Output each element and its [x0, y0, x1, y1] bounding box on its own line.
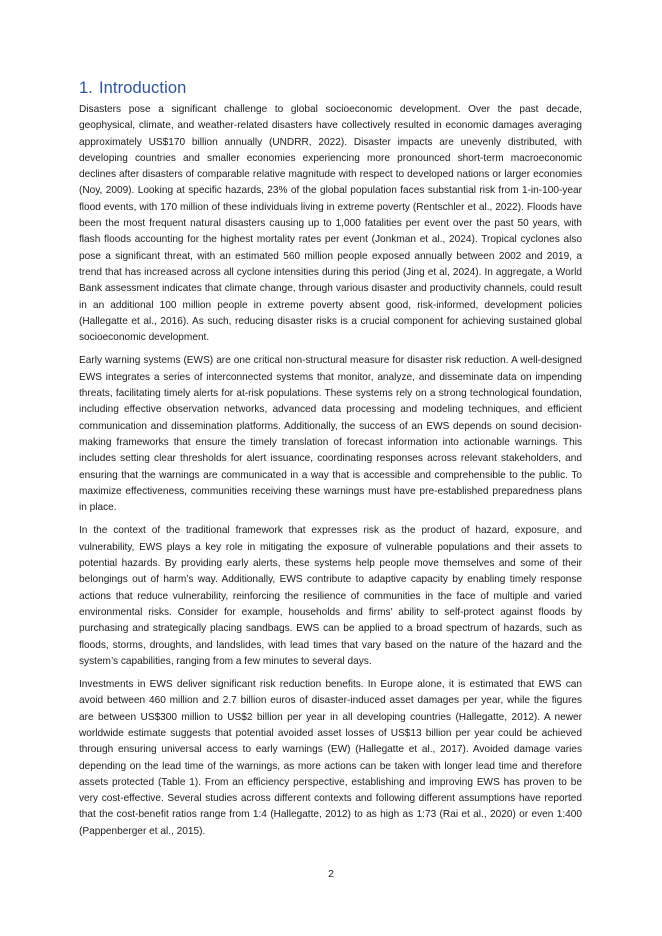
section-number: 1.: [79, 79, 93, 97]
paragraph-2: Early warning systems (EWS) are one critical non-structural measure for disaster risk reduction. A well-designed EWS integrates a series of interconnected systems that monitor, analyze, and disseminate data on impending threats, facilitating timely alerts for at-risk populations. These systems rely on a strong technological foundation, including effective observation networks, advanced data processing and modeling techniques, and efficient communication and dissemination platforms. Additionally, the success of an EWS depends on sound decision-making frameworks that ensure the timely translation of forecast information into actionable warnings. This includes setting clear thresholds for alert issuance, coordinating responses across relevant stakeholders, and ensuring that the warnings are communicated in a way that is accessible and comprehensible to the public. To maximize effectiveness, communities receiving these warnings must have pre-established preparedness plans in place.: [79, 355, 582, 514]
section-title: Introduction: [98, 79, 187, 97]
page-number: 2: [328, 868, 334, 880]
document-page: [79, 78, 582, 847]
paragraph-4: Investments in EWS deliver significant risk reduction benefits. In Europe alone, it is estimated that EWS can avoid between 460 million and 2.7 billion euros of disaster-induced asset damages per year, while the figures are between US$300 million to US$2 billion per year in all developing countries (Hallegatte, 2012). A newer worldwide estimate suggests that potential avoided asset losses of US$13 billion per year could be achieved through ensuring universal access to early warnings (EW) (Hallegatte et al., 2017). Avoided damage varies depending on the lead time of the warnings, as more actions can be taken with longer lead time and therefore assets protected (Table 1). From an efficiency perspective, establishing and improving EWS has proven to be very cost-effective. Several studies across different contexts and following different assumptions have reported that the cost-benefit ratios range from 1:4 (Hallegatte, 2012) to as high as 1:73 (Rai et al., 2020) or even 1:400 (Pappenberger et al., 2015).: [79, 679, 582, 837]
paragraph-3: In the context of the traditional framework that expresses risk as the product of hazard, exposure, and vulnerability, EWS plays a key role in mitigating the exposure of vulnerable populations and their assets to potential hazards. By providing early alerts, these systems help people move themselves and some of their belongings out of harm’s way. Additionally, EWS contribute to adaptive capacity by enabling timely response actions that reduce vulnerability, reinforcing the resilience of communities in the face of multiple and varied environmental risks. Consider for example, households and firms’ ability to self-protect against floods by purchasing and strategically placing sandbags. EWS can be applied to a broad spectrum of hazards, such as floods, storms, droughts, and landslides, with lead times that vary based on the nature of the hazard and the system’s capabilities, ranging from a few minutes to several days.: [79, 525, 582, 667]
paragraph-1: Disasters pose a significant challenge to global socioeconomic development. Over the past decade, geophysical, climate, and weather-related disasters have collectively resulted in economic damages averaging approximately US$170 billion annually (UNDRR, 2022). Disaster impacts are unevenly distributed, with developing countries and smaller economies experiencing more pronounced short-term macroeconomic declines after disasters of comparable relative magnitude with respect to developed nations or larger economies (Noy, 2009). Looking at specific hazards, 23% of the global population faces substantial risk from 1-in-100-year flood events, with 170 million of these individuals living in extreme poverty (Rentschler et al., 2022). Floods have been the most frequent natural disasters causing up to 1,000 fatalities per event over the past 50 years, with flash floods accounting for the highest mortality rates per event (Jonkman et al., 2024). Tropical cyclones also pose a significant threat, with an estimated 560 million people exposed annually between 2002 and 2019, a trend that has increased across all cyclone intensities during this period (Jing et al, 2024). In aggregate, a World Bank assessment indicates that climate change, through various disaster and productivity channels, could result in an additional 100 million people in extreme poverty absent good, risk-informed, development policies (Hallegatte et al., 2016). As such, reducing disaster risks is a crucial component for achieving sustained global socioeconomic development.: [79, 104, 582, 344]
section-heading: [79, 78, 582, 98]
